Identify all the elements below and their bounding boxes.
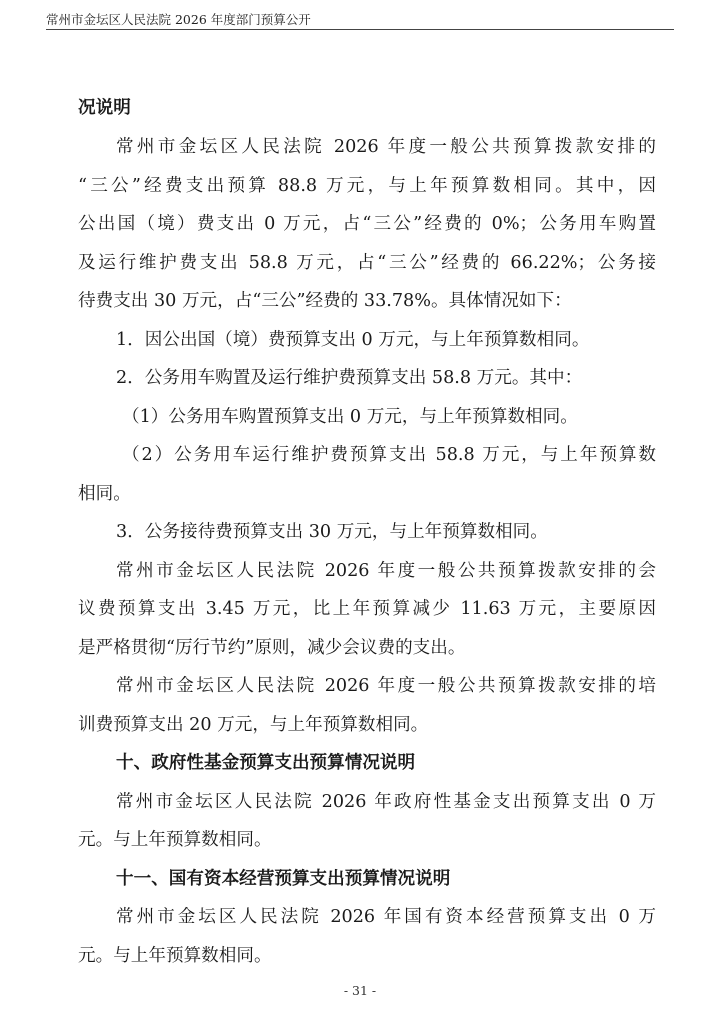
list-item: 3．公务接待费预算支出 30 万元，与上年预算数相同。 (116, 522, 548, 542)
header-rule (46, 29, 674, 30)
paragraph-line: 待费支出 30 万元，占“三公”经费的 33.78%。具体情况如下： (78, 291, 572, 311)
list-item: 2．公务用车购置及运行维护费预算支出 58.8 万元。其中： (116, 368, 583, 388)
paragraph-line: 及运行维护费支出 58.8 万元，占“三公”经费的 66.22%；公务接 (78, 253, 656, 273)
list-item: （2）公务用车运行维护费预算支出 58.8 万元，与上年预算数 (122, 445, 656, 465)
list-item: （1）公务用车购置预算支出 0 万元，与上年预算数相同。 (122, 407, 578, 427)
paragraph-line: 训费预算支出 20 万元，与上年预算数相同。 (78, 715, 429, 735)
page-number: - 31 - (343, 983, 377, 998)
paragraph-line: 常州市金坛区人民法院 2026 年度一般公共预算拨款安排的 (116, 137, 656, 157)
section-heading: 十、政府性基金预算支出预算情况说明 (116, 752, 416, 773)
paragraph-line: 常州市金坛区人民法院 2026 年度一般公共预算拨款安排的会 (116, 561, 656, 581)
paragraph-line: 议费预算支出 3.45 万元，比上年预算减少 11.63 万元，主要原因 (78, 599, 656, 619)
paragraph-line: 元。与上年预算数相同。 (78, 946, 272, 966)
paragraph-line: 常州市金坛区人民法院 2026 年政府性基金支出预算支出 0 万 (116, 792, 656, 812)
paragraph-line: 公出国（境）费支出 0 万元，占“三公”经费的 0%；公务用车购置 (78, 214, 656, 234)
paragraph-line: 常州市金坛区人民法院 2026 年度一般公共预算拨款安排的培 (116, 676, 656, 696)
paragraph-line: 相同。 (78, 484, 131, 504)
section-title-continued: 况说明 (78, 97, 131, 118)
section-heading: 十一、国有资本经营预算支出预算情况说明 (116, 868, 451, 889)
list-item: 1．因公出国（境）费预算支出 0 万元，与上年预算数相同。 (116, 330, 590, 350)
paragraph-line: “三公”经费支出预算 88.8 万元，与上年预算数相同。其中，因 (78, 176, 656, 196)
page-header: 常州市金坛区人民法院 2026 年度部门预算公开 (46, 12, 311, 27)
paragraph-line: 元。与上年预算数相同。 (78, 830, 272, 850)
paragraph-line: 常州市金坛区人民法院 2026 年国有资本经营预算支出 0 万 (116, 907, 656, 927)
paragraph-line: 是严格贯彻“厉行节约”原则，减少会议费的支出。 (78, 638, 466, 658)
